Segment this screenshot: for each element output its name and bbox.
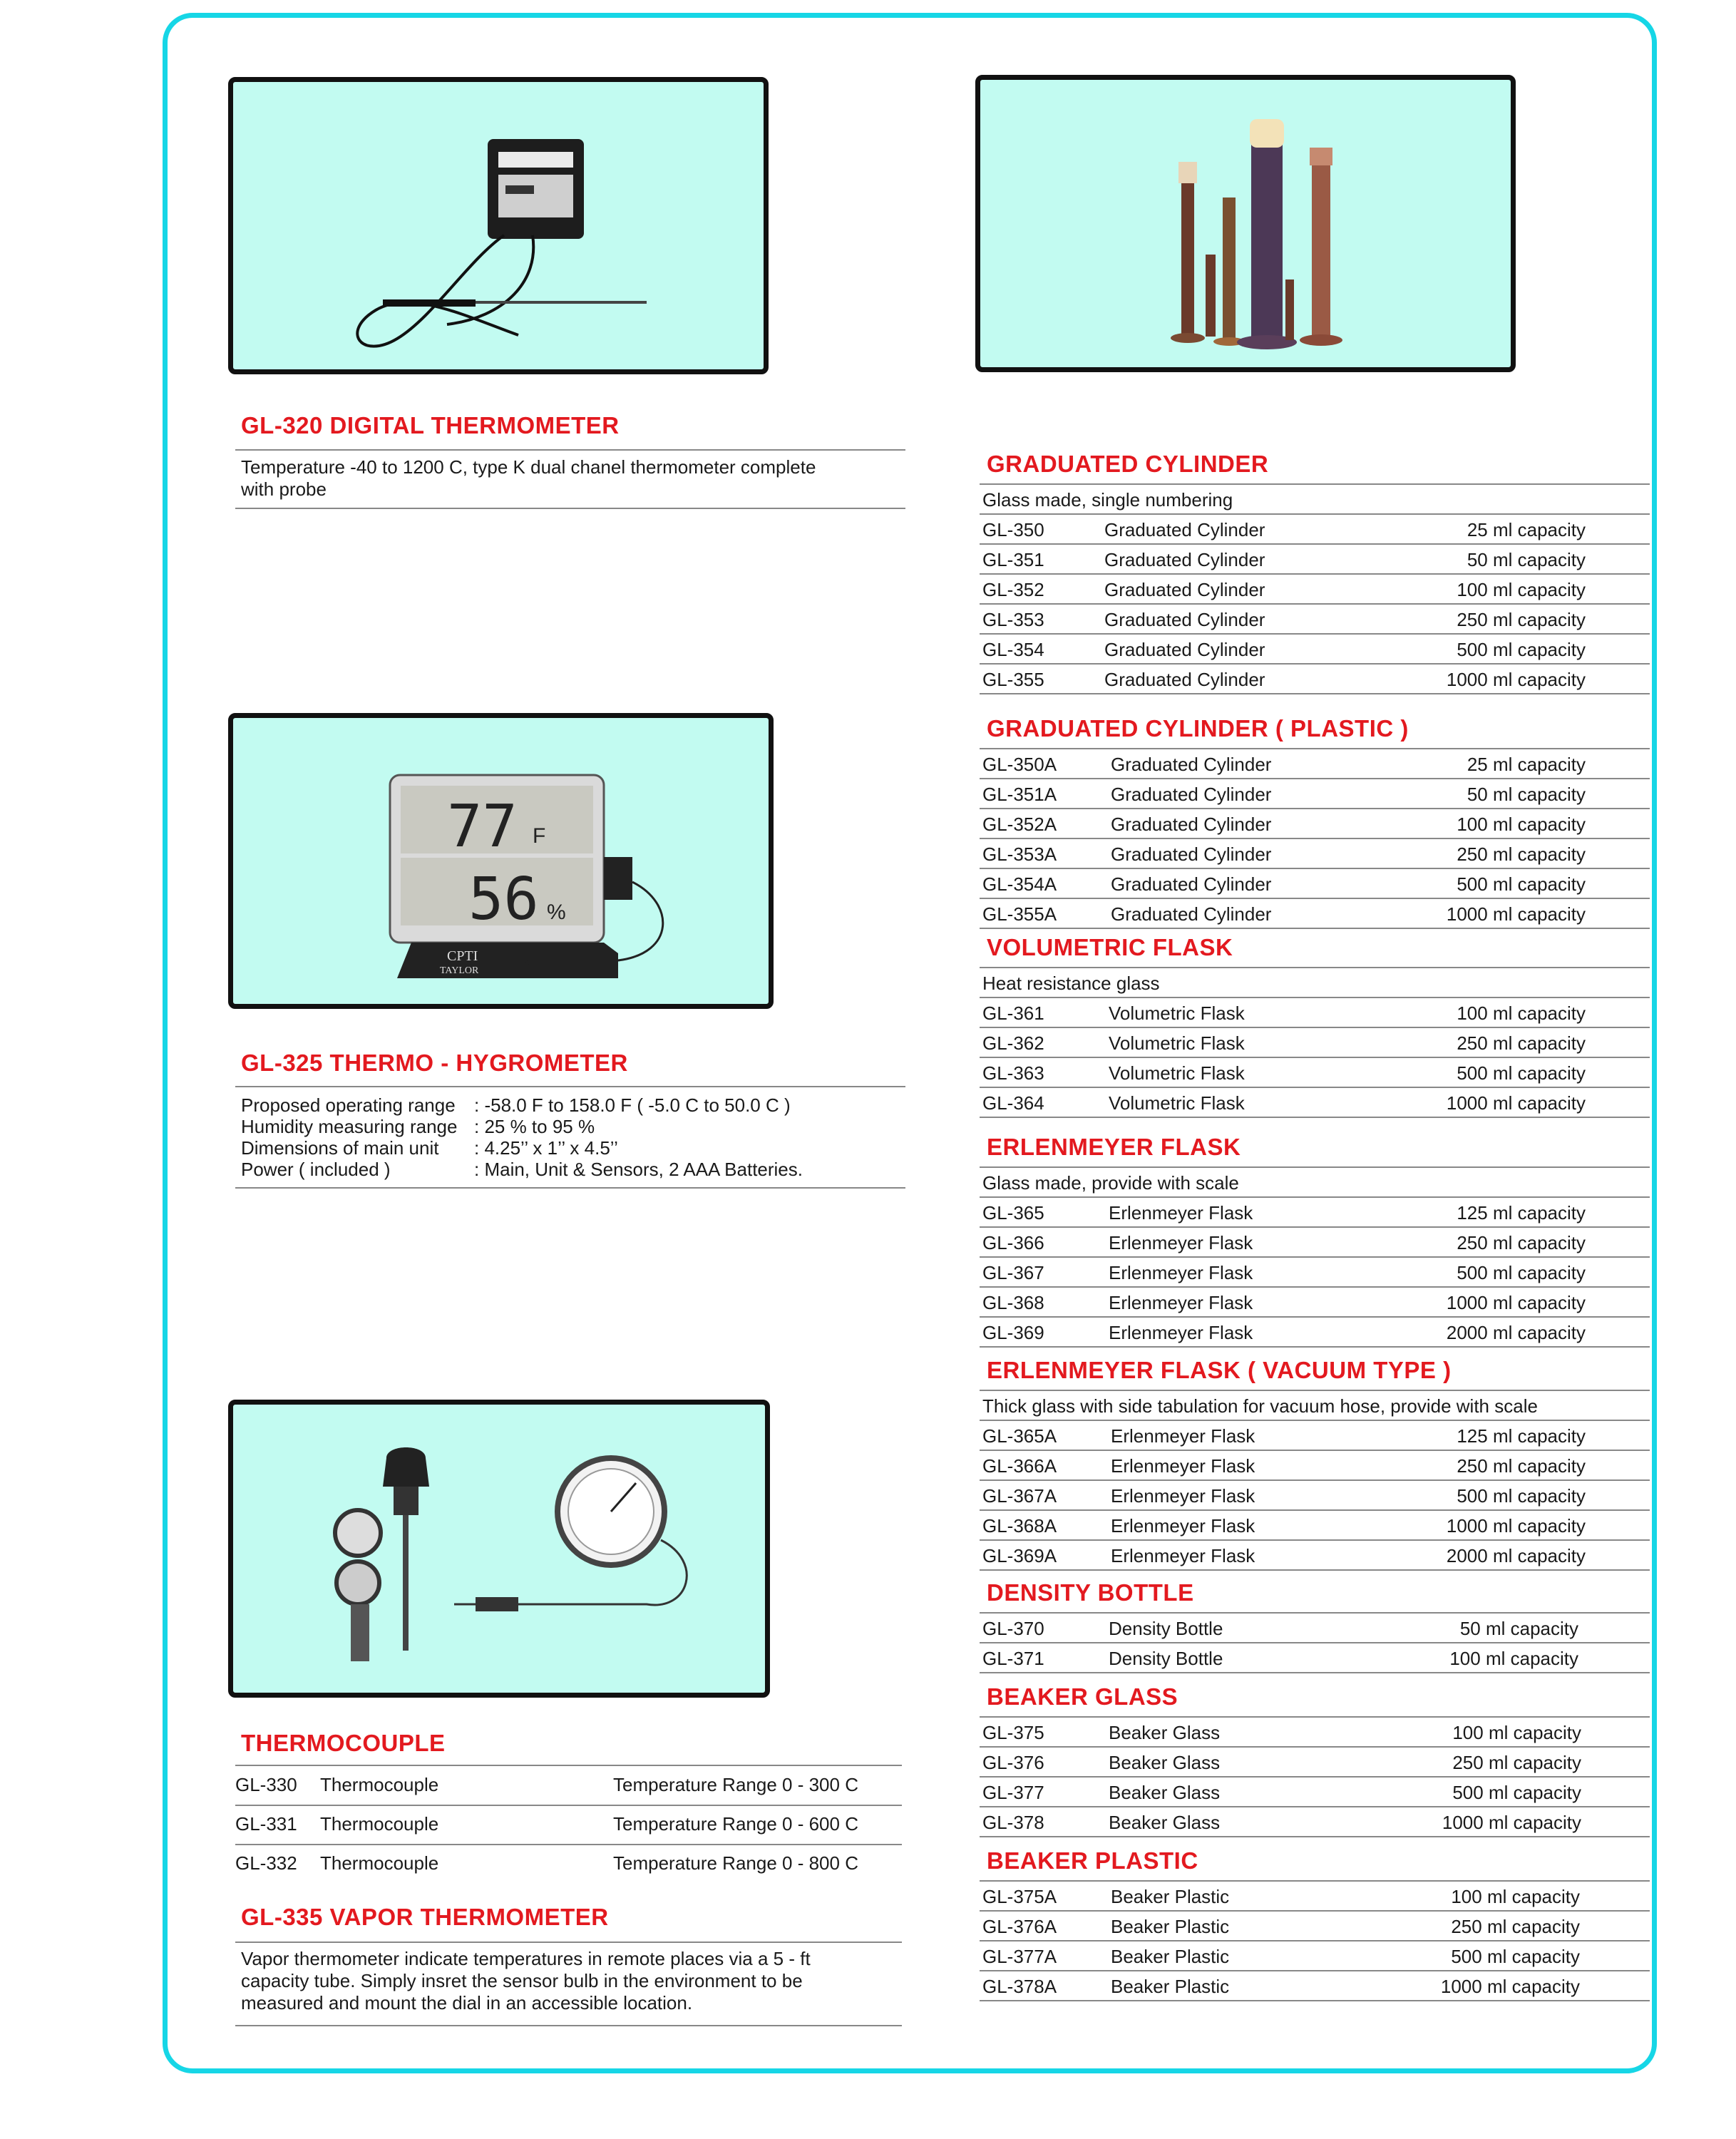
product-code: GL-367 [982,1262,1044,1283]
brand-label-1: CPTI [447,948,478,964]
product-code: GL-331 [235,1813,297,1835]
product-code: GL-361 [982,1002,1044,1024]
spec-label: Power ( included ) [241,1159,391,1180]
product-capacity: 1000 ml capacity [1446,903,1586,925]
product-code: GL-354 [982,639,1044,660]
product-capacity: 500 ml capacity [1457,1485,1586,1507]
product-capacity: 500 ml capacity [1451,1946,1580,1967]
product-name: Erlenmeyer Flask [1109,1202,1253,1224]
table-row [980,1910,1650,1941]
gl320-title: GL-320 DIGITAL THERMOMETER [241,412,620,438]
temperature-readout: 77 [447,793,518,861]
product-code: GL-352 [982,579,1044,600]
table-row [980,1776,1650,1807]
gl335-description-line2: capacity tube. Simply insret the sensor bulb in the environment to be [241,1970,803,1991]
table-row [980,633,1650,665]
product-capacity: 2000 ml capacity [1446,1322,1586,1343]
gl335-description-line1: Vapor thermometer indicate temperatures in remote places via a 5 - ft [241,1948,811,1969]
gl335-title: GL-335 VAPOR THERMOMETER [241,1904,609,1930]
product-name: Erlenmeyer Flask [1111,1425,1255,1447]
graduated-cylinder-photo [975,75,1516,372]
product-capacity: 250 ml capacity [1452,1752,1581,1773]
product-code: GL-352A [982,814,1057,835]
product-code: GL-350 [982,519,1044,540]
spec-row [241,1116,883,1137]
table-row [980,1940,1650,1971]
product-code: GL-377A [982,1946,1057,1967]
product-code: GL-355 [982,669,1044,690]
product-code: GL-351 [982,549,1044,570]
temperature-range: Temperature Range 0 - 300 C [613,1774,858,1795]
product-code: GL-363 [982,1062,1044,1084]
product-name: Graduated Cylinder [1111,784,1272,805]
table-row [980,1509,1650,1541]
temperature-unit: F [533,824,546,848]
product-capacity: 500 ml capacity [1457,873,1586,895]
product-name: Erlenmeyer Flask [1111,1485,1255,1507]
temperature-range: Temperature Range 0 - 800 C [613,1852,858,1874]
product-code: GL-351A [982,784,1057,805]
spec-row [241,1094,883,1116]
table-row [235,1767,902,1806]
table-row [235,1845,902,1883]
product-name: Beaker Glass [1109,1812,1221,1833]
product-capacity: 1000 ml capacity [1440,1976,1580,1997]
section-subtitle: Glass made, single numbering [982,489,1233,511]
spec-label: Proposed operating range [241,1094,456,1116]
product-name: Erlenmeyer Flask [1109,1232,1253,1253]
product-name: Erlenmeyer Flask [1111,1515,1255,1537]
product-name: Density Bottle [1109,1648,1223,1669]
product-name: Thermocouple [320,1774,439,1795]
spec-value: : 4.25’’ x 1’’ x 4.5’’ [474,1137,618,1159]
product-code: GL-375A [982,1886,1057,1907]
digital-thermometer-photo [228,77,769,374]
product-name: Graduated Cylinder [1104,579,1265,600]
table-row [980,603,1650,635]
table-row [980,838,1650,869]
product-name: Graduated Cylinder [1111,873,1272,895]
product-name: Beaker Glass [1109,1752,1221,1773]
product-code: GL-330 [235,1774,297,1795]
brand-label-2: TAYLOR [440,965,479,976]
product-name: Beaker Plastic [1111,1976,1230,1997]
product-name: Beaker Plastic [1111,1946,1230,1967]
product-capacity: 100 ml capacity [1457,579,1586,600]
product-capacity: 2000 ml capacity [1446,1545,1586,1566]
table-row [980,1642,1650,1673]
section-title: BEAKER PLASTIC [987,1847,1198,1874]
product-name: Volumetric Flask [1109,1062,1245,1084]
table-row [980,1970,1650,2001]
product-capacity: 1000 ml capacity [1442,1812,1581,1833]
divider [235,508,905,509]
product-name: Graduated Cylinder [1104,549,1265,570]
product-name: Volumetric Flask [1109,1032,1245,1054]
product-name: Graduated Cylinder [1111,814,1272,835]
divider [235,1086,905,1087]
product-name: Beaker Glass [1109,1722,1221,1743]
table-row [980,1087,1650,1118]
divider [235,1765,902,1766]
product-capacity: 100 ml capacity [1449,1648,1578,1669]
temperature-range: Temperature Range 0 - 600 C [613,1813,858,1835]
gl325-title: GL-325 THERMO - HYGROMETER [241,1050,628,1076]
product-code: GL-368A [982,1515,1057,1537]
table-row [980,1612,1650,1643]
spec-label: Humidity measuring range [241,1116,458,1137]
spec-value: : 25 % to 95 % [474,1116,595,1137]
product-code: GL-366 [982,1232,1044,1253]
product-name: Volumetric Flask [1109,1092,1245,1114]
product-name: Beaker Glass [1109,1782,1221,1803]
product-code: GL-369A [982,1545,1057,1566]
product-capacity: 25 ml capacity [1467,519,1586,540]
gl320-description-line1: Temperature -40 to 1200 C, type K dual chanel thermometer complete [241,456,816,478]
table-row [980,543,1650,575]
product-name: Graduated Cylinder [1104,609,1265,630]
product-capacity: 25 ml capacity [1467,754,1586,775]
table-row [980,778,1650,809]
product-name: Erlenmeyer Flask [1111,1545,1255,1566]
section-title: DENSITY BOTTLE [987,1579,1194,1606]
table-row [980,1286,1650,1318]
product-capacity: 250 ml capacity [1457,1455,1586,1477]
product-code: GL-362 [982,1032,1044,1054]
table-row [980,663,1650,694]
section-title: ERLENMEYER FLASK ( VACUUM TYPE ) [987,1357,1452,1383]
table-row [980,1057,1650,1088]
spec-value: : Main, Unit & Sensors, 2 AAA Batteries. [474,1159,803,1180]
section-subtitle-row [980,483,1650,515]
product-capacity: 500 ml capacity [1457,1262,1586,1283]
product-capacity: 100 ml capacity [1457,1002,1586,1024]
product-name: Thermocouple [320,1852,439,1874]
product-name: Graduated Cylinder [1104,519,1265,540]
product-capacity: 500 ml capacity [1457,1062,1586,1084]
product-code: GL-367A [982,1485,1057,1507]
product-capacity: 500 ml capacity [1452,1782,1581,1803]
product-capacity: 125 ml capacity [1457,1425,1586,1447]
product-capacity: 250 ml capacity [1451,1916,1580,1937]
humidity-unit: % [547,901,566,924]
spec-value: : -58.0 F to 158.0 F ( -5.0 C to 50.0 C ) [474,1094,791,1116]
table-row [980,1420,1650,1451]
product-code: GL-365A [982,1425,1057,1447]
product-capacity: 250 ml capacity [1457,1032,1586,1054]
product-capacity: 250 ml capacity [1457,843,1586,865]
gl320-description-line2: with probe [241,478,327,500]
product-name: Graduated Cylinder [1111,843,1272,865]
table-row [980,1746,1650,1778]
product-code: GL-350A [982,754,1057,775]
table-row [980,1880,1650,1912]
product-code: GL-376 [982,1752,1044,1773]
product-capacity: 1000 ml capacity [1446,1292,1586,1313]
table-row [980,573,1650,605]
thermo-hygrometer-photo [228,713,774,1009]
spec-label: Dimensions of main unit [241,1137,439,1159]
product-name: Erlenmeyer Flask [1109,1292,1253,1313]
product-code: GL-378 [982,1812,1044,1833]
humidity-readout: 56 [468,866,539,933]
product-code: GL-355A [982,903,1057,925]
section-subtitle: Thick glass with side tabulation for vacuum hose, provide with scale [982,1395,1538,1417]
product-code: GL-369 [982,1322,1044,1343]
product-capacity: 500 ml capacity [1457,639,1586,660]
section-subtitle: Glass made, provide with scale [982,1172,1239,1194]
section-title: BEAKER GLASS [987,1683,1178,1710]
product-code: GL-368 [982,1292,1044,1313]
table-row [980,748,1650,779]
product-name: Erlenmeyer Flask [1109,1322,1253,1343]
thermocouple-title: THERMOCOUPLE [241,1730,446,1756]
product-name: Thermocouple [320,1813,439,1835]
table-row [980,1196,1650,1228]
table-row [980,513,1650,545]
section-subtitle: Heat resistance glass [982,973,1160,994]
product-name: Volumetric Flask [1109,1002,1245,1024]
product-code: GL-371 [982,1648,1044,1669]
section-title: GRADUATED CYLINDER [987,451,1269,477]
gl335-description-line3: measured and mount the dial in an accessible location. [241,1992,693,2014]
table-row [980,898,1650,929]
table-row [235,1806,902,1845]
section-subtitle-row [980,1390,1650,1421]
section-title: GRADUATED CYLINDER ( PLASTIC ) [987,715,1409,742]
product-code: GL-332 [235,1852,297,1874]
product-code: GL-378A [982,1976,1057,1997]
product-name: Erlenmeyer Flask [1111,1455,1255,1477]
spec-row [241,1137,883,1159]
table-row [980,1027,1650,1058]
product-name: Density Bottle [1109,1618,1223,1639]
product-code: GL-376A [982,1916,1057,1937]
table-row [980,1539,1650,1571]
product-name: Erlenmeyer Flask [1109,1262,1253,1283]
table-row [980,1316,1650,1348]
product-name: Beaker Plastic [1111,1886,1230,1907]
table-row [980,997,1650,1028]
product-code: GL-366A [982,1455,1057,1477]
product-capacity: 100 ml capacity [1457,814,1586,835]
product-name: Graduated Cylinder [1111,903,1272,925]
table-row [980,1806,1650,1837]
divider [235,1941,902,1943]
product-capacity: 100 ml capacity [1452,1722,1581,1743]
section-title: VOLUMETRIC FLASK [987,934,1233,960]
table-row [980,1450,1650,1481]
table-row [980,1716,1650,1748]
product-code: GL-354A [982,873,1057,895]
table-row [980,868,1650,899]
table-row [980,808,1650,839]
section-title: ERLENMEYER FLASK [987,1134,1241,1160]
product-code: GL-375 [982,1722,1044,1743]
product-capacity: 50 ml capacity [1467,549,1586,570]
divider [235,449,905,451]
product-code: GL-370 [982,1618,1044,1639]
product-capacity: 125 ml capacity [1457,1202,1586,1224]
table-row [980,1479,1650,1511]
thermocouple-photo [228,1400,770,1698]
product-capacity: 1000 ml capacity [1446,669,1586,690]
divider [235,1187,905,1189]
section-subtitle-row [980,967,1650,998]
section-subtitle-row [980,1166,1650,1198]
product-capacity: 100 ml capacity [1451,1886,1580,1907]
product-capacity: 1000 ml capacity [1446,1515,1586,1537]
product-name: Graduated Cylinder [1104,639,1265,660]
product-code: GL-353 [982,609,1044,630]
table-row [980,1226,1650,1258]
product-name: Beaker Plastic [1111,1916,1230,1937]
product-code: GL-365 [982,1202,1044,1224]
product-capacity: 1000 ml capacity [1446,1092,1586,1114]
product-code: GL-353A [982,843,1057,865]
spec-row [241,1159,883,1180]
product-capacity: 250 ml capacity [1457,609,1586,630]
product-code: GL-377 [982,1782,1044,1803]
product-name: Graduated Cylinder [1104,669,1265,690]
product-capacity: 50 ml capacity [1459,1618,1578,1639]
divider [235,2025,902,2026]
product-capacity: 250 ml capacity [1457,1232,1586,1253]
product-code: GL-364 [982,1092,1044,1114]
product-capacity: 50 ml capacity [1467,784,1586,805]
table-row [980,1256,1650,1288]
gl325-specs [241,1094,883,1184]
product-name: Graduated Cylinder [1111,754,1272,775]
